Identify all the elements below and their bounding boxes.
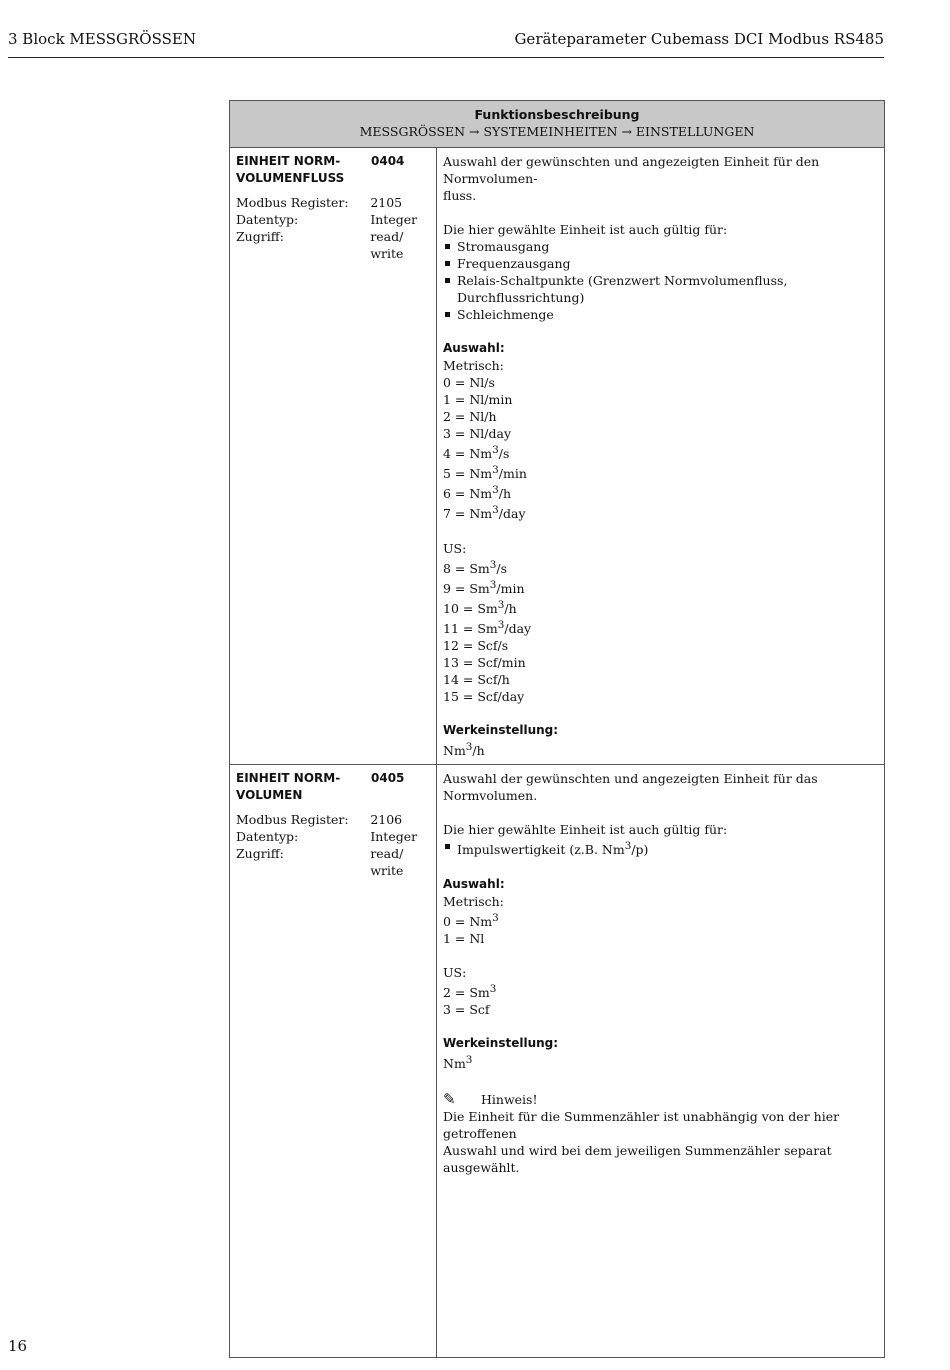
table-row bbox=[230, 765, 885, 1358]
note-text: Die Einheit für die Summenzähler ist unabhängig von der hier getroffenen bbox=[443, 1109, 840, 1142]
list-item: $10 = Sm^3/h$ bbox=[443, 598, 517, 617]
list-item: $9 = Sm^3/\min$ bbox=[443, 578, 525, 596]
list-item: $2 = Sm^3$ bbox=[443, 982, 497, 1000]
parameter-description: Auswahl der gewünschten und angezeigten Einheit für den Normvolumen- fluss. Die hier gewählte Einheit ist auch gültig für: Stromausgang Frequenzausgang Relais-Schaltpunkte (Grenzwert Normvolumenfluss, Durchflussrichtung) Schleichmenge Auswahl: Metrisch: 0 = Nl/s 1 = Nl/min 2 = Nl/h 3 = Nl/day $4 = Nm^3/s$ $5 = Nm^3/\min$ $6 = Nm^3/h$ $7 = Nm^3$/day US: $8 = Sm^3/s$ $9 = Sm^3/\min$ $10 = Sm^3/h$ $11 = Sm^3$/day 12 = Scf/s 13 = Scf/min 14 = Scf/h 15 = Scf/day Werkeinstellung: Nm$^3$/h bbox=[437, 148, 885, 765]
parameter-code: 0405 bbox=[371, 771, 405, 786]
register-value: 2106 bbox=[370, 812, 403, 828]
parameter-name: EINHEIT NORM- VOLUMEN bbox=[236, 771, 341, 803]
note-header bbox=[443, 1091, 878, 1108]
document-title: Geräteparameter Cubemass DCI Modbus RS485 bbox=[514, 30, 884, 48]
list-item: Impulswertigkeit (z.B. Nm$^3$/p) bbox=[443, 838, 878, 858]
access-value: read/ bbox=[370, 229, 404, 244]
us-options-cubic bbox=[443, 557, 878, 638]
page-header bbox=[8, 30, 884, 58]
list-item: 1 = Nl/min bbox=[443, 392, 513, 407]
parameter-name: EINHEIT NORM- VOLUMENFLUSS bbox=[236, 154, 345, 185]
bullet-icon bbox=[443, 306, 457, 323]
valid-for-list bbox=[443, 238, 878, 323]
list-item: 1 = Nl bbox=[443, 930, 485, 946]
list-item: $0 = Nm^3$ bbox=[443, 911, 499, 929]
metric-options bbox=[443, 374, 878, 442]
list-item: 3 = Scf bbox=[443, 1001, 490, 1017]
default-label: Werkeinstellung: bbox=[443, 1035, 559, 1050]
bullet-icon bbox=[443, 272, 457, 306]
table-header bbox=[230, 101, 885, 148]
type-value: Integer bbox=[370, 212, 418, 227]
list-item: 2 = Nl/h bbox=[443, 409, 497, 424]
list-item: 14 = Scf/h bbox=[443, 672, 510, 688]
default-label: Werkeinstellung: bbox=[443, 723, 559, 738]
metric-options-cubic bbox=[443, 442, 878, 523]
register-value: 2105 bbox=[370, 195, 403, 210]
list-item: $11 = Sm^3$/day bbox=[443, 619, 532, 637]
list-item: 0 = Nl/s bbox=[443, 375, 495, 390]
page-number: 16 bbox=[8, 1337, 28, 1355]
list-item: $5 = Nm^3/\min$ bbox=[443, 464, 527, 482]
note-text: Auswahl und wird bei dem jeweiligen Summenzähler separat ausgewählt. bbox=[443, 1143, 832, 1176]
default-value: Nm$^3$ bbox=[443, 1053, 473, 1072]
list-item: $4 = Nm^3/s$ bbox=[443, 444, 510, 462]
list-item: Schleichmenge bbox=[443, 306, 878, 323]
parameter-info bbox=[230, 148, 437, 765]
bullet-icon bbox=[443, 238, 457, 255]
parameter-info bbox=[230, 765, 437, 1358]
selection-label: Auswahl: bbox=[443, 876, 505, 891]
table-row bbox=[230, 148, 885, 765]
list-item: Stromausgang bbox=[443, 238, 878, 255]
bullet-icon bbox=[443, 255, 457, 272]
list-item: $7 = Nm^3$/day bbox=[443, 504, 526, 522]
default-value: Nm$^3$/h bbox=[443, 741, 485, 759]
us-options bbox=[443, 637, 878, 705]
access-value: read/ bbox=[370, 846, 404, 862]
parameter-properties: Modbus Register: 2106 Datentyp: Integer Zugriff: read/ write bbox=[236, 811, 430, 879]
function-table bbox=[229, 100, 885, 1358]
table-title: Funktionsbeschreibung bbox=[474, 107, 640, 122]
note-title: Hinweis! bbox=[481, 1092, 538, 1108]
list-item: 13 = Scf/min bbox=[443, 655, 526, 671]
list-item: $8 = Sm^3/s$ bbox=[443, 558, 508, 576]
parameter-description: Auswahl der gewünschten und angezeigten Einheit für das Normvolumen. Die hier gewählte Einheit ist auch gültig für: Impulswertigkeit (z.B. Nm$^3$/p) Auswahl: Metrisch: $0 = Nm^3$ 1 = Nl US: $2 = Sm^3$ 3 = Scf Werkeinstellung: Nm$^3$ ✎ Hinweis! Die Einheit für die Summenzähler ist unabhängig von der hier getroffenen Auswahl und wird bei dem jeweiligen Summenzähler separat ausgewählt. bbox=[437, 765, 885, 1358]
list-item: 15 = Scf/day bbox=[443, 689, 525, 705]
menu-path: MESSGRÖSSEN → SYSTEMEINHEITEN → EINSTELLUNGEN bbox=[359, 124, 755, 139]
parameter-properties: Modbus Register: 2105 Datentyp: Integer Zugriff: read/ write bbox=[236, 194, 430, 262]
type-value: Integer bbox=[370, 829, 418, 845]
chapter-title: 3 Block MESSGRÖSSEN bbox=[8, 30, 196, 48]
list-item: Relais-Schaltpunkte (Grenzwert Normvolumenfluss, Durchflussrichtung) bbox=[443, 272, 878, 306]
list-item: 12 = Scf/s bbox=[443, 638, 509, 654]
list-item: $6 = Nm^3/h$ bbox=[443, 484, 512, 502]
pencil-note-icon: ✎ bbox=[443, 1090, 456, 1109]
list-item: 3 = Nl/day bbox=[443, 426, 512, 441]
parameter-code: 0404 bbox=[371, 154, 405, 168]
selection-label: Auswahl: bbox=[443, 341, 505, 355]
list-item: Frequenzausgang bbox=[443, 255, 878, 272]
